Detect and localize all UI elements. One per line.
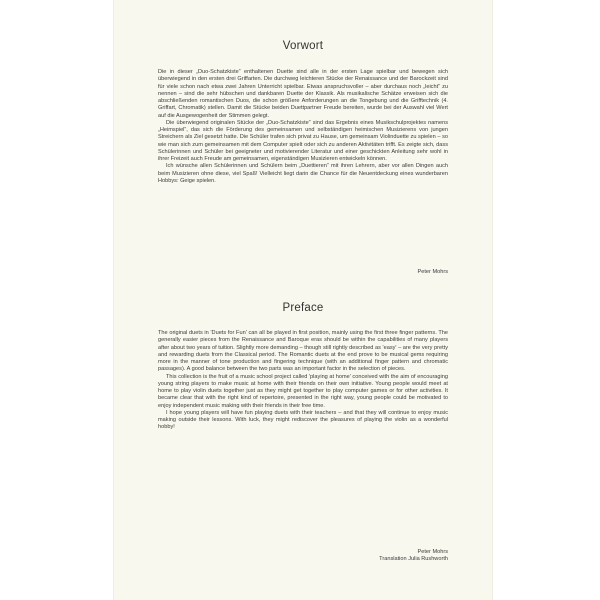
vorwort-paragraph-1: Die in dieser „Duo-Schatzkiste“ enthaltenen Duette sind alle in der ersten Lage spielbar und bewegen sich überwiegend in den ersten drei Griffarten. Die durchweg leichteren Stücke der Renaissance und der Barockzeit sind für viele schon nach etwa zwei Jahren Unterricht spielbar. Etwas anspruchsvoller – aber durchaus noch „leicht“ zu nennen – sind die sehr hübschen und dankbaren Duette der Klassik. Als musikalische Schätze erweisen sich die abschließenden romantischen Duos, die schon größere Anforderungen an die Tongebung und die Grifftechnik (4. Griffart, Chromatik) stellen. Damit die Stücke beiden Duettpartner Freude bereiten, wurde bei der Auswahl viel Wert auf die Ausgewogenheit der Stimmen gelegt. [158, 69, 448, 119]
vorwort-paragraph-2: Die überwiegend originalen Stücke der „Duo-Schatzkiste“ sind das Ergebnis eines Musikschulprojektes namens „Heimspiel“, das sich die Förderung des gemeinsamen und selbständigen heimischen Musizierens von jungen Streichern als Ziel gesetzt hatte. Die Schüler trafen sich privat zu Hause, um gemeinsam Violinduette zu spielen – so wie man sich zum gemeinsamen mit dem Computer spielt oder sich zu anderen Aktivitäten trifft. Es zeigte sich, dass Schülerinnen und Schüler bei geeigneter und motivierender Literatur und einer geschickten Anleitung sehr wohl in ihrer Freizeit auch Freude am gemeinsamen, eigenständigen Musizieren entwickeln können. [158, 119, 448, 162]
preface-body [158, 330, 448, 432]
preface-title: Preface [282, 302, 324, 314]
document-page [114, 0, 492, 600]
preface-paragraph-1: The original duets in 'Duets for Fun' can all be played in first position, mainly using the first three finger patterns. The generally easier pieces from the Renaissance and Baroque eras should be within the capabilities of many players after about two years of tuition. Slightly more demanding – though still rightly described as 'easy' – are the very pretty and rewarding duets from the Classical period. The Romantic duets at the end prove to be musical gems requiring more in the manner of tone production and fingering technique (with an additional finger pattern and chromatic passages). A good balance between the two parts was an important factor in the selection of pieces. [158, 330, 448, 373]
vorwort-body [158, 69, 448, 185]
vorwort-signature [418, 269, 448, 276]
preface-signature [379, 549, 448, 564]
preface-paragraph-3: I hope young players will have fun playing duets with their teachers – and that they will continue to enjoy music making outside their lessons. With luck, they might rediscover the pleasures of playing the violin as a wonderful hobby! [158, 409, 448, 431]
preface-author: Peter Mohrs [417, 549, 448, 555]
preface-paragraph-2: This collection is the fruit of a music school project called 'playing at home' conceived with the aim of encouraging young string players to make music at home with their friends on their own initiative. Young people would meet at home to play violin duets together just as they might get together to play computer games or for other activities. It became clear that with the right kind of repertoire, presented in the right way, young people could be motivated to enjoy independent music making with their friends in their free time. [158, 373, 448, 409]
vorwort-title: Vorwort [282, 40, 324, 52]
vorwort-paragraph-3: Ich wünsche allen Schülerinnen und Schülern beim „Duettieren“ mit ihren Lehrern, aber vor allen Dingen auch beim Musizieren ohne diese, viel Spaß! Vielleicht liegt darin die Chance für die Neuentdeckung eines wunderbaren Hobbys: Geige spielen. [158, 163, 448, 184]
preface-translator: Translation Julia Rushworth [379, 556, 448, 563]
vorwort-author: Peter Mohrs [417, 269, 448, 275]
